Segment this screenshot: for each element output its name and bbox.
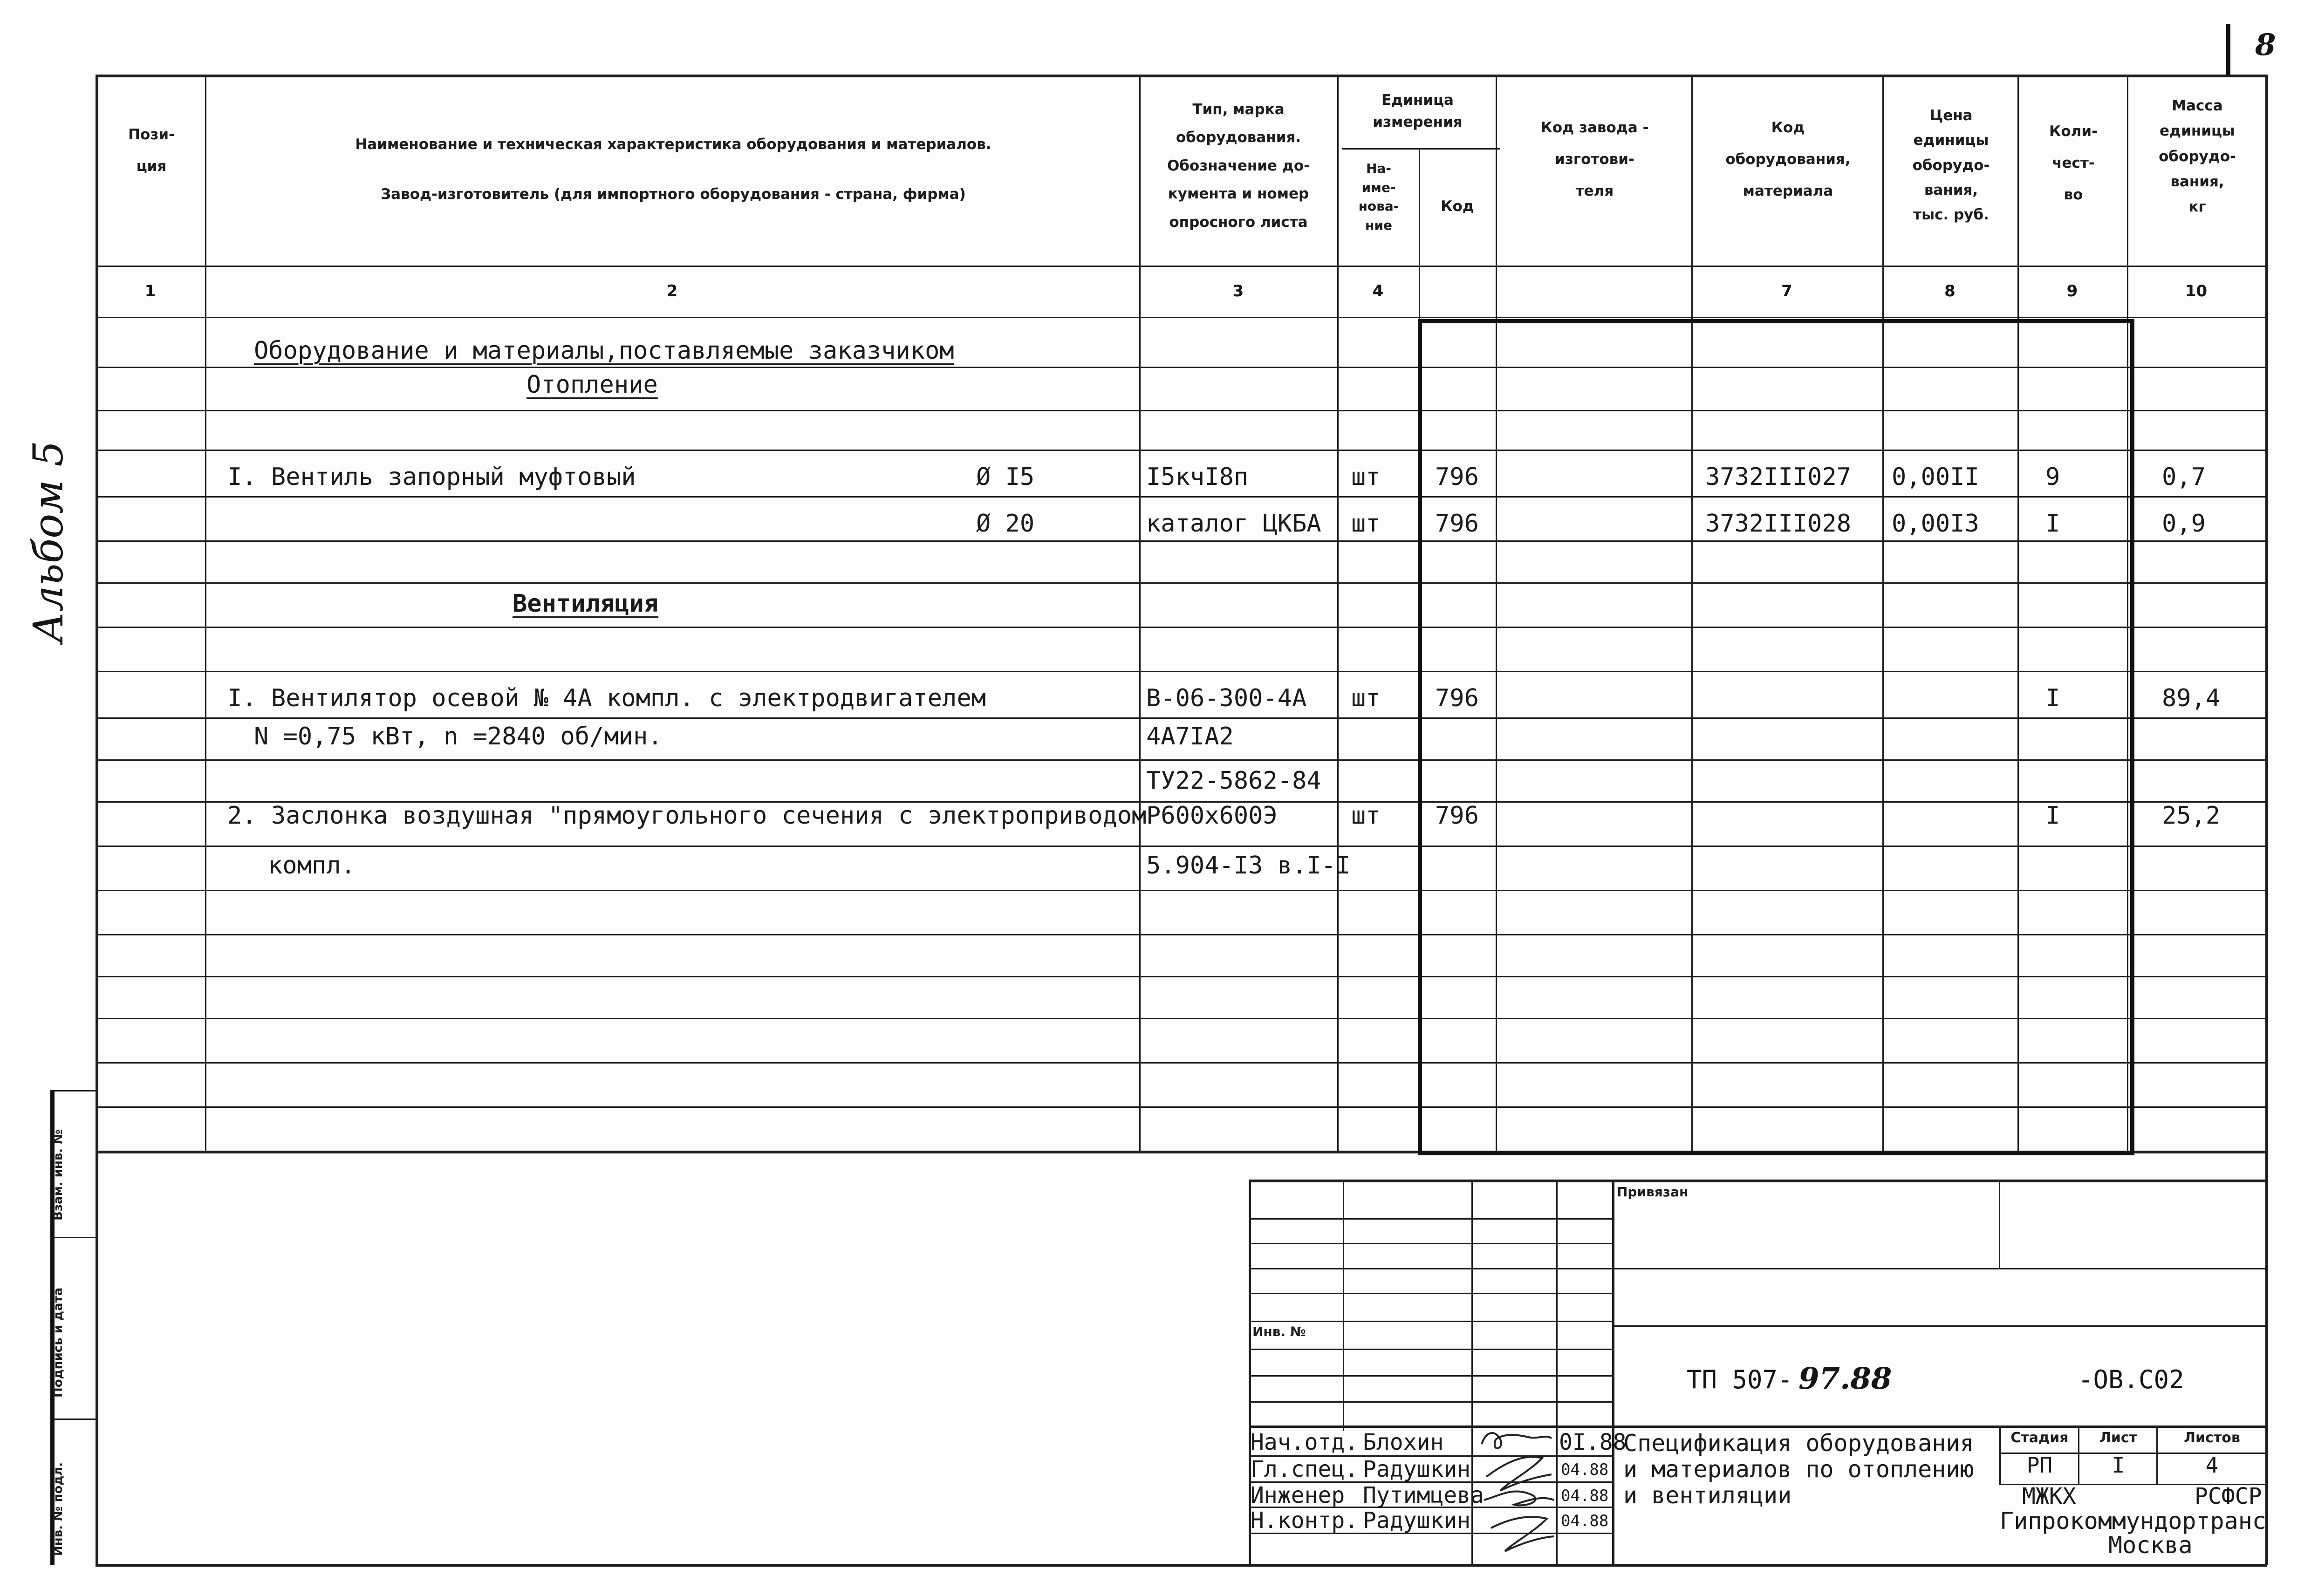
- heating-title: Отопление: [526, 371, 658, 399]
- col-num-9: 9: [2066, 282, 2078, 300]
- col-num-4: 4: [1372, 282, 1384, 300]
- col-num-2: 2: [666, 282, 678, 300]
- fan-mass: 89,4: [2162, 684, 2221, 712]
- tb-row: [1249, 1293, 1612, 1294]
- frame-top: [96, 75, 2267, 77]
- valve-diameter-15: Ø I5: [976, 463, 1035, 491]
- fan-type-2: 4А7IА2: [1146, 723, 1234, 750]
- fan-params: N =0,75 кВт, n =2840 об/мин.: [254, 723, 663, 750]
- frame-right: [2265, 75, 2268, 1565]
- tb-row: [1249, 1218, 1612, 1220]
- header-name-line1: Наименование и техническая характеристика оборудования и материалов.: [355, 136, 991, 153]
- tb-row: [1249, 1401, 1612, 1403]
- damper-unit: шт: [1351, 802, 1381, 830]
- valve-code-2: 796: [1435, 510, 1479, 538]
- side-stamp-divider: [50, 1419, 97, 1420]
- ventilation-title: Вентиляция: [513, 590, 659, 618]
- tb-org-ministry: МЖКХ: [2022, 1483, 2076, 1509]
- colnum-bottom-line: [96, 317, 2267, 318]
- valve-mass-1: 0,7: [2162, 463, 2206, 491]
- signer-date: 0I.88: [1559, 1429, 1627, 1455]
- damper-qty: I: [2045, 802, 2060, 830]
- valve-qty-1: 9: [2045, 463, 2060, 491]
- valve-mass-2: 0,9: [2162, 510, 2206, 538]
- side-stamp-divider: [50, 1237, 97, 1238]
- signer-name: Блохин: [1363, 1429, 1444, 1455]
- col-num-1: 1: [144, 282, 156, 300]
- col-num-10: 10: [2185, 282, 2208, 300]
- signer-role: Гл.спец.: [1251, 1456, 1359, 1482]
- signer-role: Нач.отд.: [1251, 1429, 1359, 1455]
- signer-date: 04.88: [1561, 1487, 1609, 1505]
- section-title: Оборудование и материалы,поставляемые заказчиком: [254, 337, 954, 365]
- side-stamp-sign-date: Подпись и дата: [51, 1287, 65, 1398]
- valve-price-2: 0,00I3: [1892, 510, 1979, 538]
- signer-name: Радушкин: [1363, 1507, 1471, 1534]
- tb-col: [2078, 1425, 2079, 1484]
- side-stamp-vzam: Взам. инв. №: [51, 1129, 65, 1221]
- tb-row: [1249, 1375, 1612, 1377]
- tb-doc-code-prefix: ТП 507-: [1687, 1365, 1793, 1394]
- header-position: Пози- ция: [128, 126, 175, 175]
- page-number: 8: [2255, 27, 2276, 62]
- valve-unit-1: шт: [1351, 463, 1381, 491]
- tb-row: [1249, 1268, 1612, 1269]
- tb-drawing-title: Спецификация оборудования и материалов по отоплению и вентиляции: [1623, 1430, 1974, 1509]
- header-mass: Масса единицы оборудо- вания, кг: [2159, 97, 2236, 215]
- header-factory-code: Код завода - изготови- теля: [1540, 119, 1649, 200]
- fan-code: 796: [1435, 684, 1479, 712]
- header-unit: Единица измерения: [1373, 92, 1463, 130]
- valve-material-code-1: 3732III027: [1705, 463, 1852, 491]
- valve-type-2: каталог ЦКБА: [1146, 510, 1321, 538]
- tb-org-city: Москва: [2108, 1532, 2193, 1559]
- valve-material-code-2: 3732III028: [1705, 510, 1852, 538]
- tb-privyazan: Привязан: [1617, 1184, 1689, 1200]
- tb-stage-label: Стадия: [2010, 1430, 2069, 1446]
- damper-code: 796: [1435, 802, 1479, 830]
- tb-col: [1343, 1180, 1344, 1431]
- tb-sheets-value: 4: [2205, 1453, 2219, 1478]
- damper-type-2: 5.904-I3 в.I-I: [1146, 852, 1351, 880]
- tb-stage-value: РП: [2026, 1453, 2053, 1478]
- valve-price-1: 0,00II: [1892, 463, 1979, 491]
- header-material-code: Код оборудования, материала: [1725, 119, 1851, 200]
- col-num-3: 3: [1232, 282, 1244, 300]
- tb-row: [1612, 1268, 2265, 1269]
- signature-graphic: [1477, 1425, 1556, 1561]
- valve-type-1: I5кчI8п: [1146, 463, 1249, 491]
- fan-unit: шт: [1351, 684, 1381, 712]
- tb-col: [1612, 1180, 1614, 1564]
- fan-type-1: В-06-300-4А: [1146, 684, 1307, 712]
- damper-mass: 25,2: [2162, 802, 2221, 830]
- frame-bottom: [96, 1564, 2267, 1567]
- tb-inv: Инв. №: [1252, 1324, 1306, 1339]
- highlight-box: [1418, 319, 2134, 1155]
- header-unit-name: На- име- нова- ние: [1358, 161, 1399, 233]
- tb-org-rsfsr: РСФСР: [2195, 1483, 2262, 1509]
- valve-name: I. Вентиль запорный муфтовый: [227, 463, 636, 491]
- tb-sheet-value: I: [2112, 1453, 2125, 1478]
- tb-row: [1612, 1325, 2265, 1327]
- signer-date: 04.88: [1561, 1512, 1609, 1530]
- valve-diameter-20: Ø 20: [976, 510, 1035, 538]
- header-name-line2: Завод-изготовитель (для импортного оборудования - страна, фирма): [381, 186, 966, 203]
- tb-org-institute: Гипрокоммундортранс: [2000, 1507, 2266, 1535]
- col-num-7: 7: [1781, 282, 1792, 300]
- signer-role: Инженер: [1251, 1482, 1345, 1508]
- tb-col: [2156, 1425, 2158, 1484]
- tb-row: [1249, 1243, 1612, 1244]
- tb-row: [1249, 1349, 1612, 1350]
- valve-code-1: 796: [1435, 463, 1479, 491]
- header-bottom-line: [96, 266, 2267, 267]
- fan-name: I. Вентилятор осевой № 4А компл. с электродвигателем: [227, 684, 986, 712]
- side-stamp-inv: Инв. № подл.: [51, 1462, 65, 1556]
- header-unit-code: Код: [1441, 198, 1474, 215]
- tb-row: [1249, 1321, 1612, 1322]
- signer-name: Радушкин: [1363, 1456, 1471, 1482]
- col-line: [205, 75, 206, 1151]
- album-label: Альбом 5: [24, 440, 72, 643]
- fan-qty: I: [2045, 684, 2060, 712]
- tb-sheet-label: Лист: [2099, 1430, 2138, 1446]
- tb-doc-code-suffix: -ОВ.С02: [2078, 1365, 2184, 1394]
- fan-type-3: ТУ22-5862-84: [1146, 767, 1321, 795]
- tb-sheets-label: Листов: [2184, 1430, 2240, 1446]
- page-number-mark: [2226, 24, 2230, 76]
- valve-unit-2: шт: [1351, 510, 1381, 538]
- tb-doc-code-number: 97.88: [1798, 1361, 1892, 1396]
- unit-header-line: [1342, 148, 1500, 150]
- damper-name-cont: компл.: [268, 852, 356, 880]
- header-price: Цена единицы оборудо- вания, тыс. руб.: [1912, 107, 1990, 224]
- col-num-8: 8: [1944, 282, 1955, 300]
- header-type: Тип, марка оборудования. Обозначение до- кумента и номер опросного листа: [1167, 101, 1310, 231]
- tb-col: [1999, 1180, 2000, 1268]
- signer-name: Путимцева: [1363, 1482, 1484, 1508]
- damper-type-1: Р600х600Э: [1146, 802, 1278, 830]
- tb-top: [1249, 1180, 2265, 1182]
- col-line: [1337, 75, 1339, 1151]
- side-stamp-divider: [50, 1090, 97, 1091]
- valve-qty-2: I: [2045, 510, 2060, 538]
- signer-role: Н.контр.: [1251, 1507, 1359, 1534]
- signer-date: 04.88: [1561, 1460, 1609, 1479]
- damper-name: 2. Заслонка воздушная "прямоугольного сечения с электроприводом: [227, 802, 1147, 830]
- tb-row: [1249, 1425, 2265, 1428]
- header-quantity: Коли- чест- во: [2049, 123, 2098, 204]
